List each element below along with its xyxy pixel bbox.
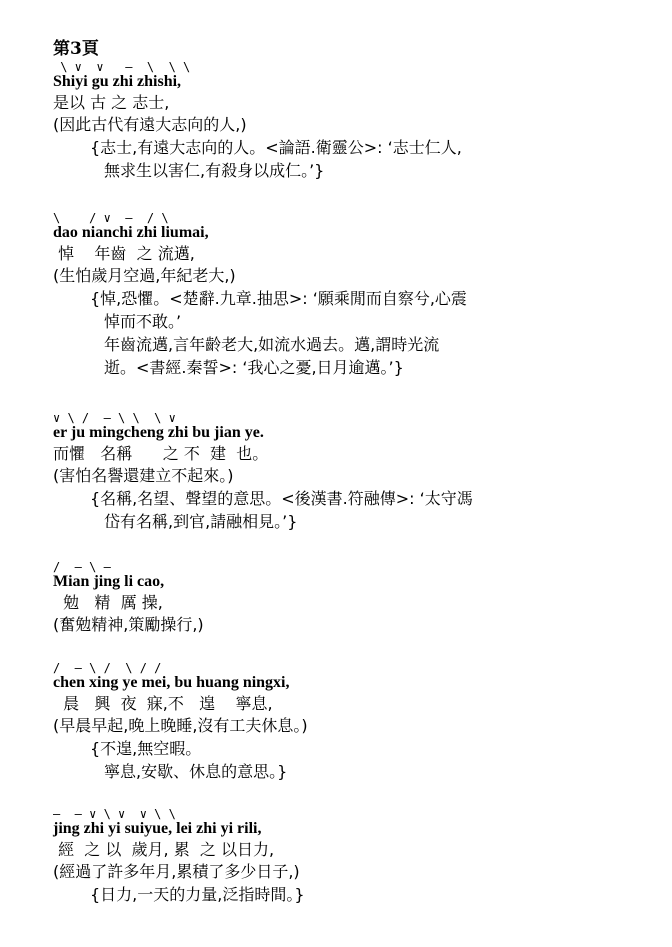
page-number: 第3頁 [53,39,99,59]
annotation-note [90,883,650,906]
note-line: 年齒流邁,言年齡老大,如流水過去。邁,謂時光流 [104,335,440,354]
translation-line: (生怕歲月空過,年紀老大,) [53,266,236,285]
note-line: {不遑,無空暇。 [90,739,202,758]
pinyin-line: Mian jing li cao, [53,573,165,590]
verse-section-2 [53,213,653,379]
note-line: 無求生以害仁,有殺身以成仁。’} [104,161,325,180]
pinyin-line: er ju mingcheng zhi bu jian ye. [53,424,264,441]
note-line: {名稱,名望、聲望的意思。<後漢書.符融傳>: ‘太守馮 [90,489,473,508]
hanzi-line: 經 之 以 歲月, 累 之 以日力, [53,840,275,859]
translation-line: (害怕名譽還建立不起來。) [53,466,234,485]
tone-marks: / — \ — [53,560,111,574]
pinyin-line: dao nianchi zhi liumai, [53,224,209,241]
translation-line: (經過了許多年月,累積了多少日子,) [53,862,300,881]
verse-section-3 [53,413,653,533]
pinyin-line: jing zhi yi suiyue, lei zhi yi rili, [53,820,262,837]
annotation-note [90,136,650,182]
tone-marks: — — ∨ \ ∨ ∨ \ \ [53,807,176,821]
tone-marks: \ / ∨ — / \ [53,211,169,225]
annotation-note [90,487,650,533]
note-line: {悼,恐懼。<楚辭.九章.抽思>: ‘願乘閒而自察兮,心震 [90,289,467,308]
verse-section-5 [53,663,653,783]
annotation-note [90,737,650,783]
tone-marks: / — \ / \ / / [53,661,162,675]
note-line: 逝。<書經.秦誓>: ‘我心之憂,日月逾邁。’} [104,358,404,377]
verse-section-4 [53,562,653,636]
tone-marks: ∨ \ / — \ \ \ ∨ [53,411,176,425]
note-line: {志士,有遠大志向的人。<論語.衛靈公>: ‘志士仁人, [90,138,462,157]
note-line: 岱有名稱,到官,請融相見。’} [104,512,298,531]
translation-line: (因此古代有遠大志向的人,) [53,115,247,134]
hanzi-line: 晨 興 夜 寐,不 遑 寧息, [53,694,273,713]
pinyin-line: chen xing ye mei, bu huang ningxi, [53,674,290,691]
hanzi-line: 悼 年齒 之 流邁, [53,244,195,263]
hanzi-line: 而懼 名稱 之 不 建 也。 [53,444,269,463]
translation-line: (奮勉精神,策勵操行,) [53,615,204,634]
verse-section-1 [53,62,653,182]
pinyin-line: Shiyi gu zhi zhishi, [53,73,182,90]
annotation-note [90,287,650,379]
hanzi-line: 勉 精 厲 操, [53,593,163,612]
verse-section-6 [53,809,653,906]
note-line: {日力,一天的力量,泛指時間。} [90,885,305,904]
note-line: 悼而不敢。’ [104,312,182,331]
hanzi-line: 是以 古 之 志士, [53,93,170,112]
tone-marks: \ ∨ ∨ — \ \ \ [53,60,191,74]
translation-line: (早晨早起,晚上晚睡,沒有工夫休息。) [53,716,308,735]
note-line: 寧息,安歇、休息的意思。} [104,762,288,781]
